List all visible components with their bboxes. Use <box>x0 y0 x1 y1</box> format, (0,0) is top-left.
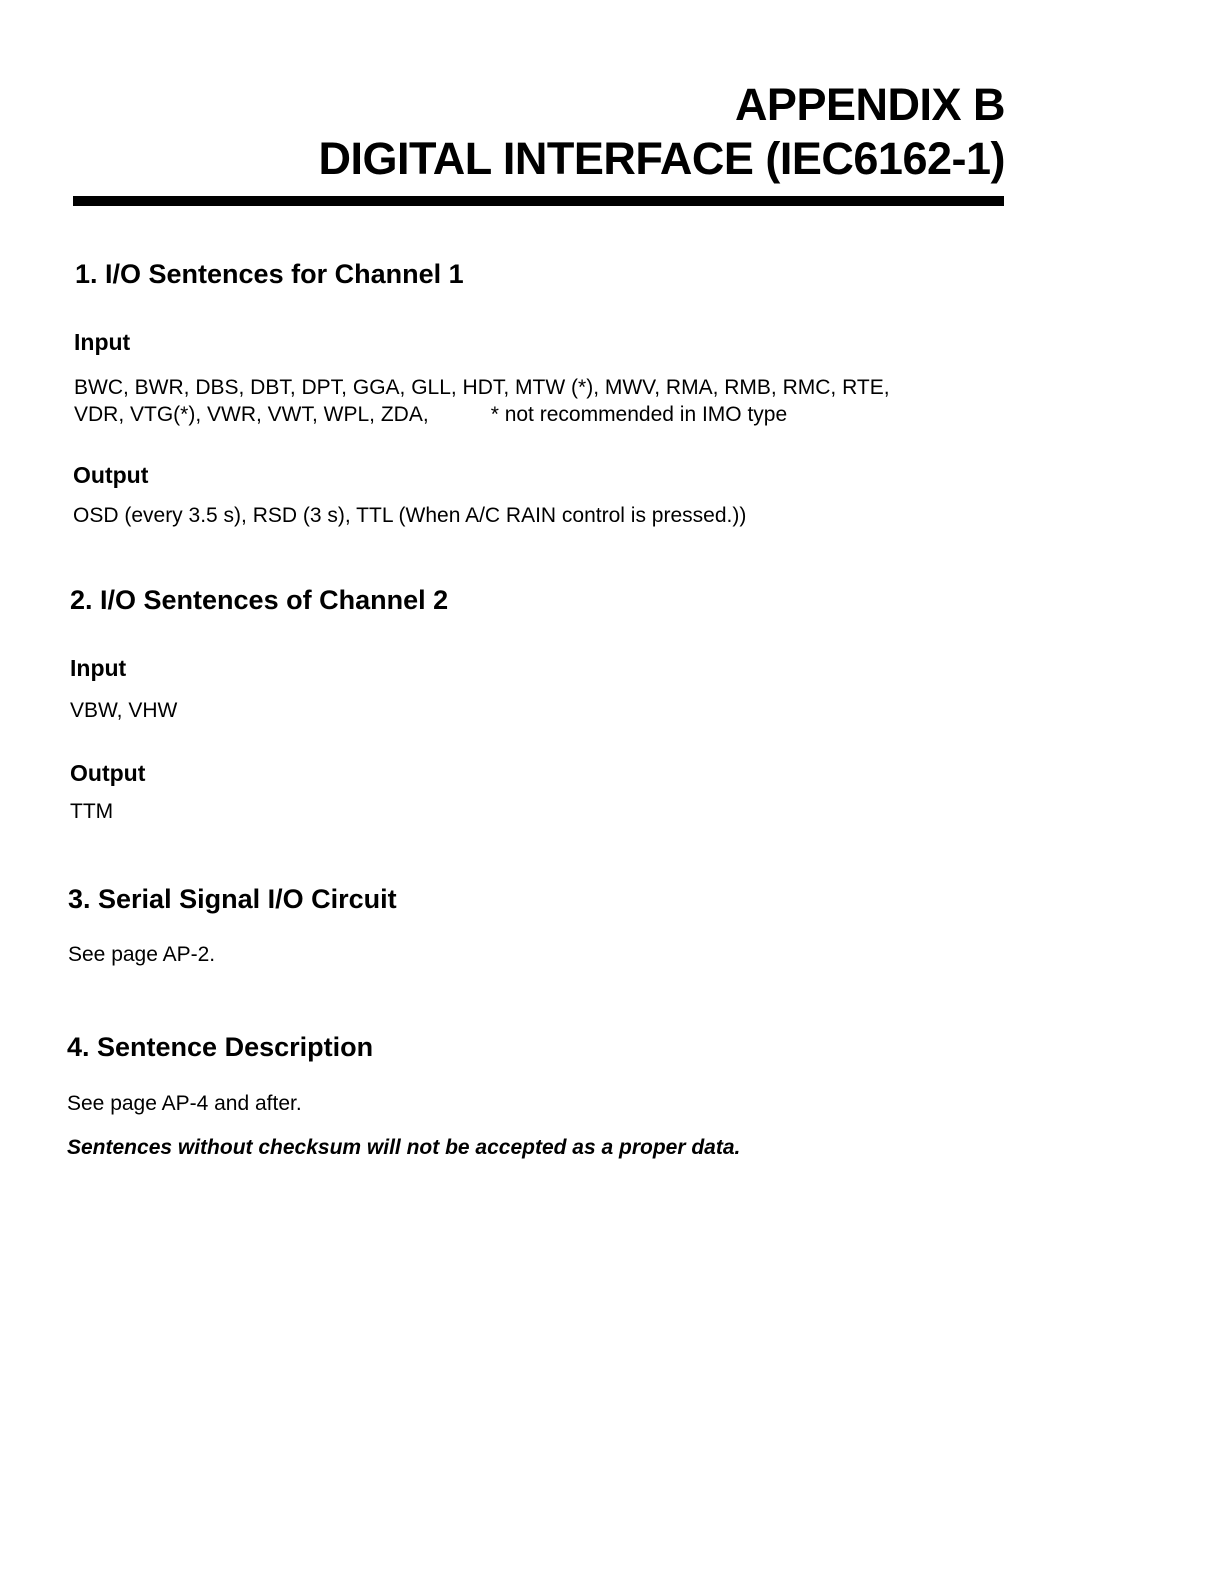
section-1-output-text: OSD (every 3.5 s), RSD (3 s), TTL (When A/C RAIN control is pressed.)) <box>73 504 747 527</box>
appendix-subtitle: DIGITAL INTERFACE (IEC6162-1) <box>318 133 1005 184</box>
section-2-output-text: TTM <box>70 800 114 823</box>
section-3-text: See page AP-2. <box>68 943 216 966</box>
section-2-input-label: Input <box>70 655 127 681</box>
section-1-input-line2-text: VDR, VTG(*), VWR, VWT, WPL, ZDA, <box>74 403 429 426</box>
section-2-input-text: VBW, VHW <box>70 699 178 722</box>
section-1-heading: 1. I/O Sentences for Channel 1 <box>75 259 464 289</box>
section-1-input-note: * not recommended in IMO type <box>490 403 788 426</box>
section-1-input-line1: BWC, BWR, DBS, DBT, DPT, GGA, GLL, HDT, MTW (*), MWV, RMA, RMB, RMC, RTE, <box>74 376 890 399</box>
section-4-emphasis: Sentences without checksum will not be accepted as a proper data. <box>67 1136 741 1159</box>
section-2-heading: 2. I/O Sentences of Channel 2 <box>70 585 449 615</box>
section-4-text: See page AP-4 and after. <box>67 1092 302 1115</box>
appendix-title: APPENDIX B <box>734 79 1005 130</box>
page-header <box>70 78 1005 186</box>
section-1-input-line2 <box>74 401 1014 428</box>
section-1-output-label: Output <box>73 462 149 488</box>
header-rule <box>73 196 1004 206</box>
section-3-heading: 3. Serial Signal I/O Circuit <box>68 884 397 914</box>
section-4-heading: 4. Sentence Description <box>67 1032 374 1062</box>
section-2-output-label: Output <box>70 760 146 786</box>
section-1-input-label: Input <box>74 329 131 355</box>
